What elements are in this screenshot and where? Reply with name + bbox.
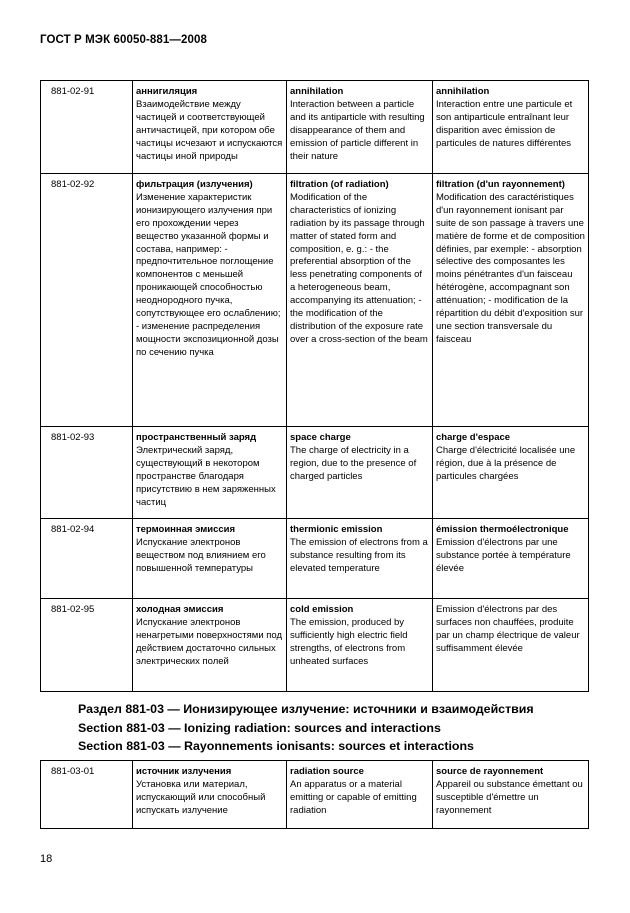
russian-cell xyxy=(133,81,287,174)
russian-cell xyxy=(133,174,287,427)
french-term: émission thermoélectronique xyxy=(436,524,569,535)
document-header: ГОСТ Р МЭК 60050-881—2008 xyxy=(40,34,207,46)
english-definition: An apparatus or a material emitting or capable of emitting radiation xyxy=(290,778,417,816)
russian-definition: Электрический заряд, существующий в некотором пространстве благодаря присутствию в нем заряженных частиц xyxy=(136,444,276,508)
russian-definition: Испускание электронов веществом под влиянием его повышенной температуры xyxy=(136,536,266,574)
french-term: charge d'espace xyxy=(436,432,511,443)
russian-term: фильтрация (излучения) xyxy=(136,179,253,190)
russian-cell xyxy=(133,761,287,829)
table-row xyxy=(41,599,589,692)
section-heading xyxy=(78,700,534,756)
russian-cell xyxy=(133,599,287,692)
french-cell xyxy=(433,81,589,174)
english-cell xyxy=(287,174,433,427)
russian-term: термоинная эмиссия xyxy=(136,524,236,535)
french-definition: Emission d'électrons par une substance portée à température élevée xyxy=(436,536,571,574)
english-term: cold emission xyxy=(290,604,354,615)
french-term: filtration (d'un rayonnement) xyxy=(436,179,565,190)
russian-definition: Испускание электронов ненагретыми поверхностями под действием достаточно сильных электрических полей xyxy=(136,616,283,667)
russian-term: аннигиляция xyxy=(136,86,198,97)
term-number: 881-03-01 xyxy=(41,761,133,829)
section-heading-russian: Раздел 881-03 — Ионизирующее излучение: источники и взаимодействия xyxy=(78,702,534,716)
english-cell xyxy=(287,599,433,692)
table-row xyxy=(41,427,589,519)
russian-definition: Изменение характеристик ионизирующего излучения при его прохождении через вещество указанной формы и состава, например: - предпочтительное поглощение компонентов с меньшей проникающей способностью неоднородного пучка, сопутствующее его ослаблению; - изменение распределения мощности экспозиционной дозы по сечению пучка xyxy=(136,191,281,358)
russian-definition: Взаимодействие между частицей и соответствующей античастицей, при котором обе частицы исчезают и испускаются частицы иной природы xyxy=(136,98,283,162)
term-number: 881-02-91 xyxy=(41,81,133,174)
russian-cell xyxy=(133,427,287,519)
russian-term: пространственный заряд xyxy=(136,432,257,443)
term-number: 881-02-94 xyxy=(41,519,133,599)
russian-term: холодная эмиссия xyxy=(136,604,224,615)
english-term: thermionic emission xyxy=(290,524,383,535)
page-number: 18 xyxy=(40,853,53,865)
english-cell xyxy=(287,519,433,599)
english-cell xyxy=(287,761,433,829)
terms-table-section-881-03 xyxy=(40,760,589,829)
french-definition: Modification des caractéristiques d'un rayonnement ionisant par suite de son passage à travers une matière de forme et de composition définies, par exemple: - absorption sélective des composantes les moins pénétrantes d'un faisceau hétérogène, accompagnant son atténuation; - modification de la répartition du débit d'exposition sur une section transversale du faisceau xyxy=(436,191,585,345)
english-term: annihilation xyxy=(290,86,344,97)
french-term: annihilation xyxy=(436,86,490,97)
french-cell xyxy=(433,427,589,519)
french-definition: Charge d'électricité localisée une région, due à la présence de particules chargées xyxy=(436,444,576,482)
french-cell xyxy=(433,174,589,427)
table-row xyxy=(41,174,589,427)
table-row xyxy=(41,761,589,829)
term-number: 881-02-95 xyxy=(41,599,133,692)
table-row xyxy=(41,519,589,599)
french-cell xyxy=(433,599,589,692)
russian-term: источник излучения xyxy=(136,766,232,777)
english-definition: The emission, produced by sufficiently high electric field strengths, of electrons from unheated surfaces xyxy=(290,616,408,667)
english-term: filtration (of radiation) xyxy=(290,179,389,190)
section-heading-english: Section 881-03 — Ionizing radiation: sources and interactions xyxy=(78,720,441,735)
french-definition: Appareil ou substance émettant ou susceptible d'émettre un rayonnement xyxy=(436,778,583,816)
terms-table xyxy=(40,80,589,692)
english-definition: Modification of the characteristics of ionizing radiation by its passage through matter of stated form and composition, e. g.: - the preferential absorption of the less penetrating components of a heterogeneous beam, accompanying its attenuation; - the modification of the distribution of the exposure rate over a cross-section of the beam xyxy=(290,191,428,345)
english-cell xyxy=(287,81,433,174)
english-definition: The charge of electricity in a region, due to the presence of charged particles xyxy=(290,444,417,482)
english-term: space charge xyxy=(290,432,351,443)
english-term: radiation source xyxy=(290,766,364,777)
table-row xyxy=(41,81,589,174)
french-definition: Emission d'électrons par des surfaces non chauffées, produite par un champ électrique de valeur suffisamment élevée xyxy=(436,604,580,654)
french-term: source de rayonnement xyxy=(436,766,544,777)
english-definition: The emission of electrons from a substance resulting from its elevated temperature xyxy=(290,536,428,574)
term-number: 881-02-93 xyxy=(41,427,133,519)
french-cell xyxy=(433,761,589,829)
french-cell xyxy=(433,519,589,599)
section-heading-french: Section 881-03 — Rayonnements ionisants: sources et interactions xyxy=(78,739,474,753)
english-cell xyxy=(287,427,433,519)
russian-definition: Установка или материал, испускающий или способный испускать излучение xyxy=(136,778,266,816)
english-definition: Interaction between a particle and its antiparticle with resulting disappearance of them and emission of particle different in their nature xyxy=(290,98,425,162)
term-number: 881-02-92 xyxy=(41,174,133,427)
french-definition: Interaction entre une particule et son antiparticule entraînant leur disparition avec émission de particules de natures différentes xyxy=(436,98,573,149)
russian-cell xyxy=(133,519,287,599)
